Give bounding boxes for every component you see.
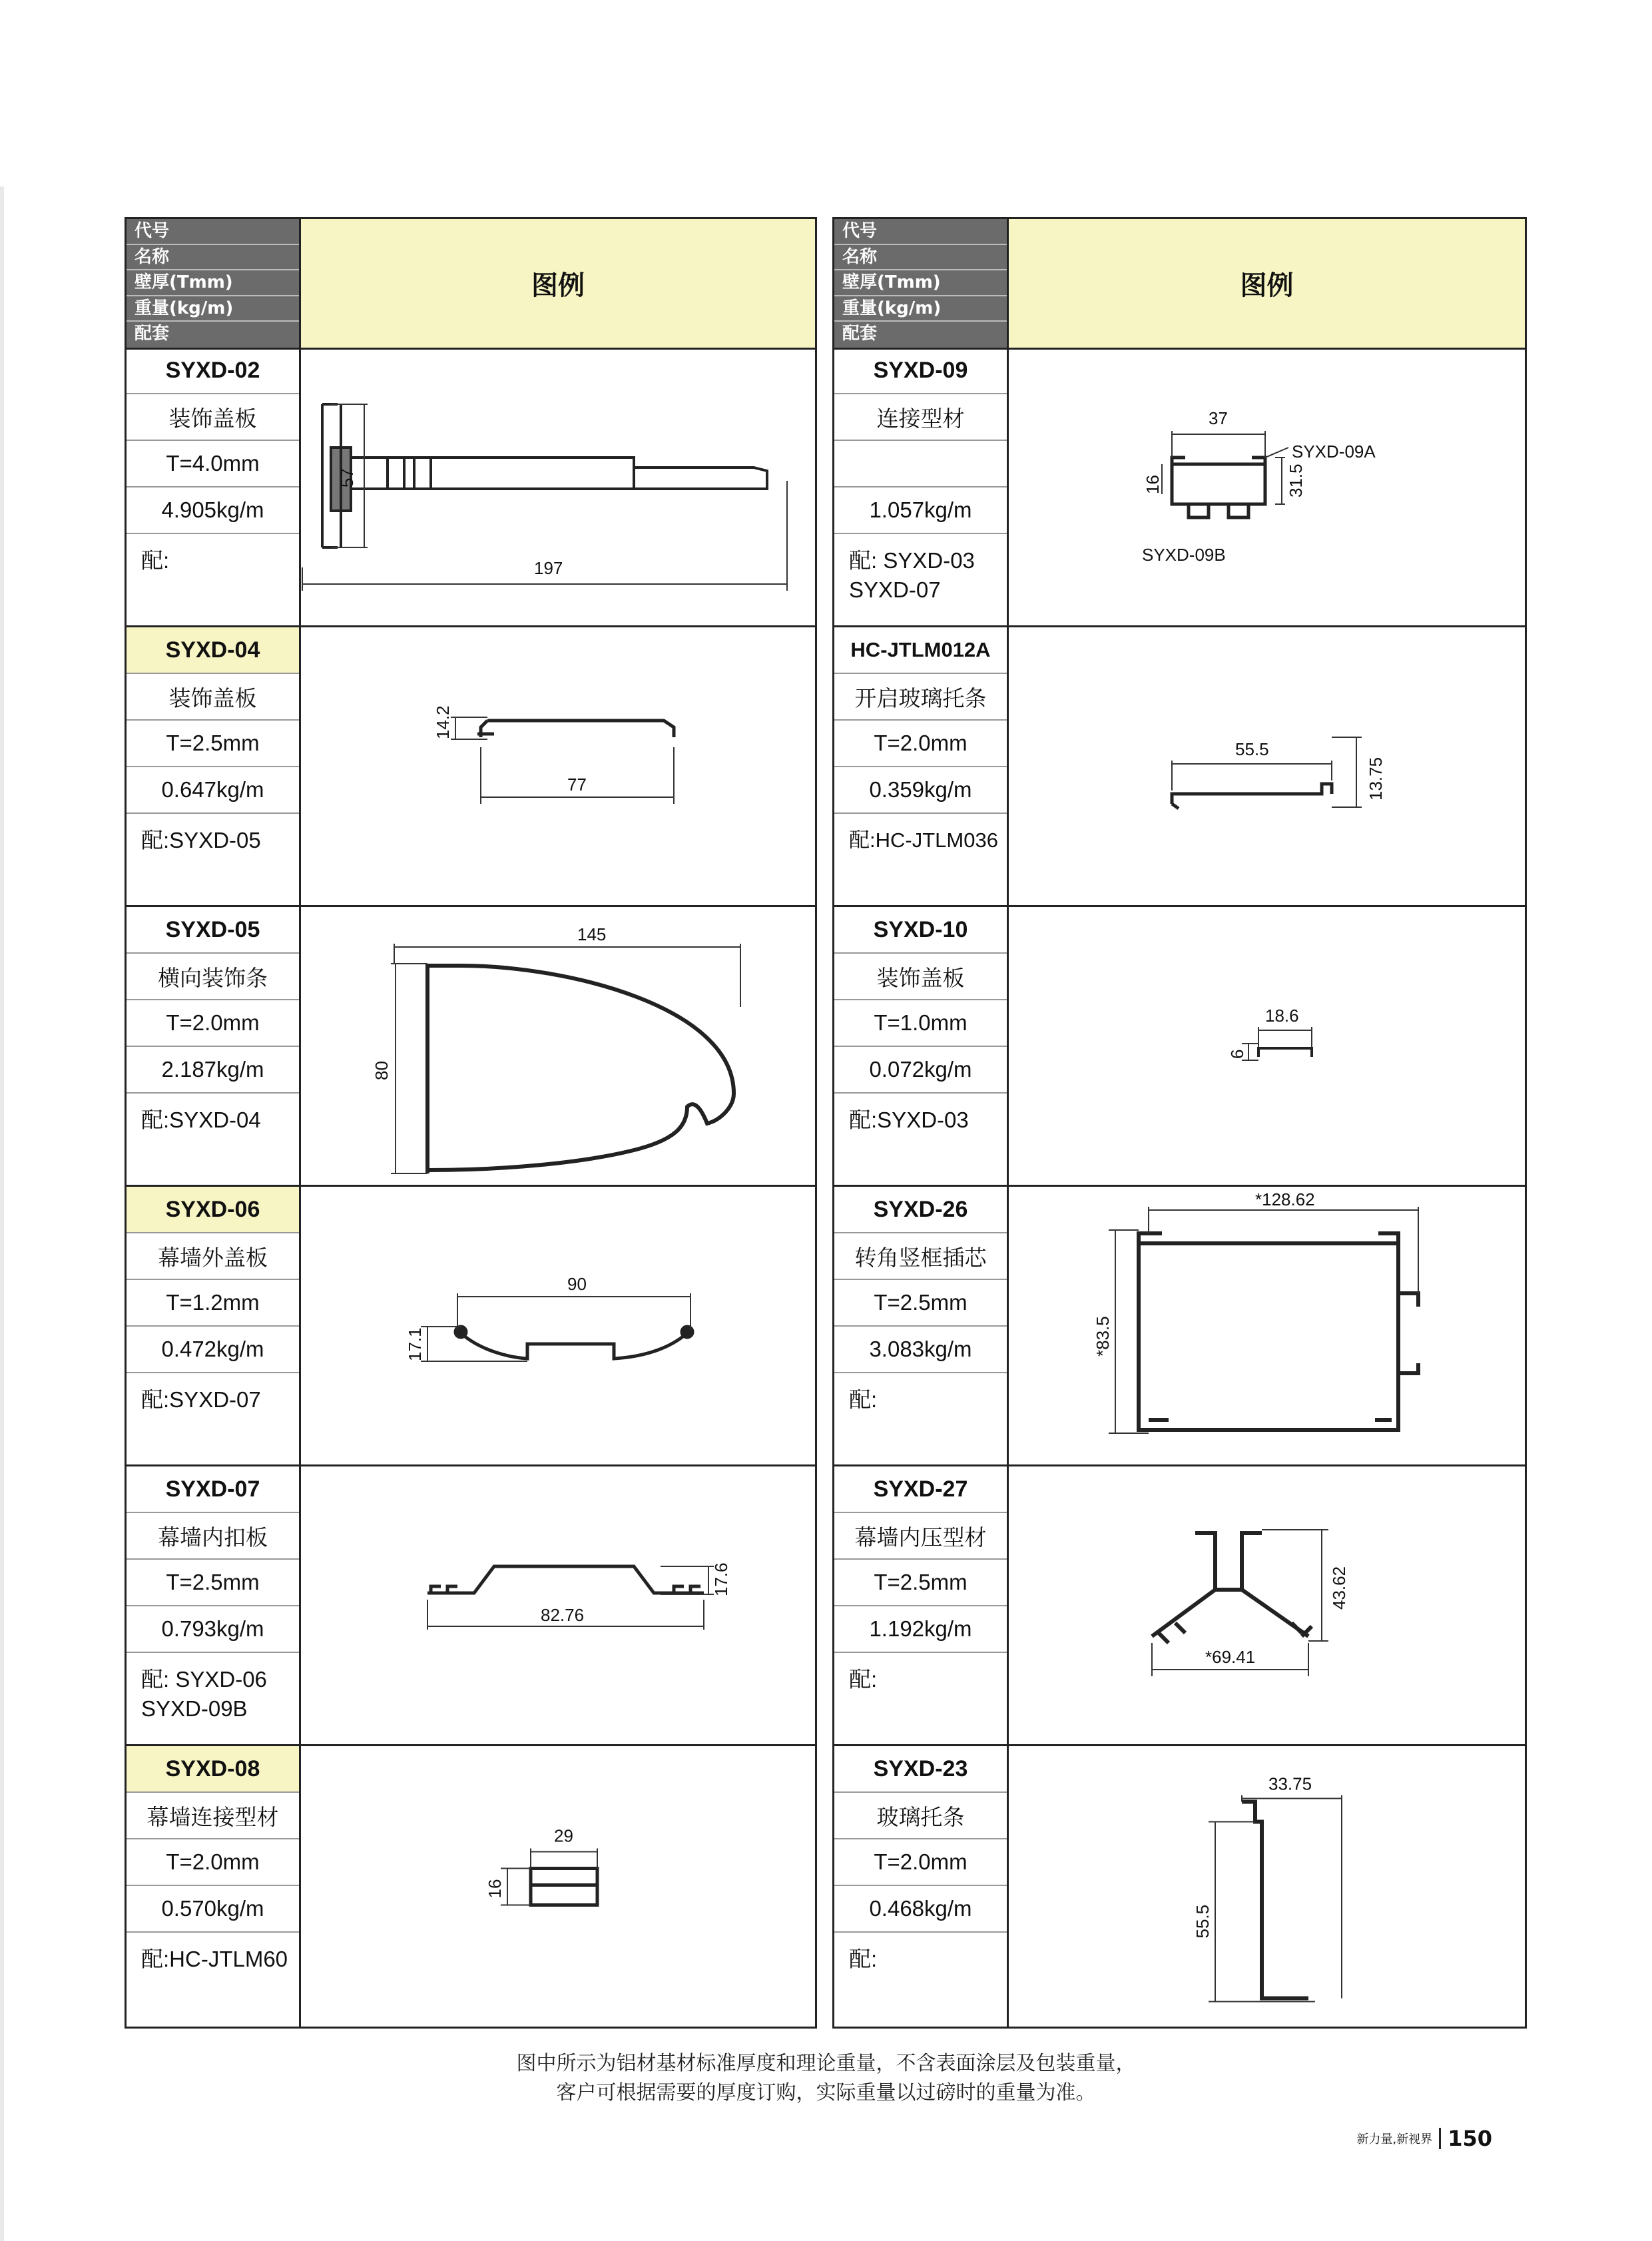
product-name: 幕墙外盖板 [127,1233,299,1280]
header-label-name: 名称 [127,245,299,271]
profile-drawing [1009,1187,1525,1464]
product-weight: 1.192kg/m [834,1606,1007,1653]
product-code: HC-JTLM012A [834,627,1007,674]
dim-width: 77 [567,775,587,795]
product-weight: 0.647kg/m [127,767,299,814]
dim-height-b: 31.5 [1286,464,1306,497]
page-footer [1356,2126,1492,2151]
product-match: 配:SYXD-05 [141,828,261,852]
product-thickness: T=2.5mm [127,721,299,767]
product-match: 配:HC-JTLM60 [141,1947,288,1971]
product-thickness: T=2.5mm [834,1560,1007,1606]
table-row [127,348,815,627]
table-row [834,907,1525,1187]
product-thickness: T=2.0mm [834,721,1007,767]
dim-width: 197 [534,558,563,578]
profile-drawing [301,1187,815,1464]
product-name: 幕墙内扣板 [127,1513,299,1560]
product-code: SYXD-10 [834,907,1007,954]
product-thickness [834,441,1007,487]
product-thickness: T=4.0mm [127,441,299,487]
profile-drawing [1009,907,1525,1185]
dim-height: 55.5 [1193,1904,1213,1939]
dim-width: 145 [577,924,607,944]
product-code: SYXD-04 [127,627,299,674]
table-row [834,1466,1525,1746]
product-weight: 0.472kg/m [127,1327,299,1373]
product-match: 配: SYXD-06 SYXD-09B [141,1667,267,1721]
product-thickness: T=2.5mm [834,1280,1007,1327]
product-weight: 0.359kg/m [834,767,1007,814]
table-row [127,907,815,1187]
product-thickness: T=1.0mm [834,1000,1007,1047]
product-thickness: T=1.2mm [127,1280,299,1327]
product-name: 幕墙连接型材 [127,1793,299,1839]
profile-drawing [1009,1746,1525,2029]
header-title: 图例 [301,219,815,348]
product-weight: 1.057kg/m [834,487,1007,534]
product-table-left [125,217,817,2029]
product-code: SYXD-26 [834,1187,1007,1233]
dim-height: 13.75 [1366,757,1386,800]
dim-width: 55.5 [1235,739,1269,759]
header-labels [127,219,301,348]
product-thickness: T=2.0mm [127,1000,299,1047]
product-code: SYXD-05 [127,907,299,954]
header-title: 图例 [1009,219,1525,348]
product-match: 配: [141,548,170,573]
label-part-a: SYXD-09A [1292,442,1376,462]
dim-height: 6 [1227,1049,1247,1059]
product-name: 横向装饰条 [127,954,299,1000]
dim-height-a: 16 [1143,475,1163,494]
header-label-match: 配套 [842,324,878,344]
product-code: SYXD-06 [127,1187,299,1233]
product-match: 配: SYXD-03 SYXD-07 [849,548,975,602]
dim-height: 16 [485,1879,505,1899]
product-thickness: T=2.0mm [127,1839,299,1886]
product-code: SYXD-08 [127,1746,299,1793]
profile-drawing [301,1746,815,2029]
header-label-match: 配套 [135,324,170,344]
product-name: 连接型材 [834,394,1007,441]
product-code: SYXD-23 [834,1746,1007,1793]
product-weight: 0.793kg/m [127,1606,299,1653]
header-label-thickness: 壁厚(Tmm) [834,270,1007,296]
product-match: 配: [849,1667,878,1692]
product-weight: 0.072kg/m [834,1047,1007,1094]
product-match: 配:HC-JTLM036 [849,828,998,852]
product-thickness: T=2.0mm [834,1839,1007,1886]
header-label-code: 代号 [834,219,1007,245]
product-weight: 4.905kg/m [127,487,299,534]
profile-drawing [301,907,815,1185]
dim-width: 37 [1209,408,1228,428]
header-labels [834,219,1009,348]
slogan: 新力量,新视界 [1356,2132,1433,2146]
product-code: SYXD-27 [834,1466,1007,1513]
label-part-b: SYXD-09B [1142,545,1226,565]
dim-width: *128.62 [1255,1189,1315,1209]
product-code: SYXD-09 [834,348,1007,394]
page-separator [1439,2128,1441,2149]
dim-width: 90 [567,1274,587,1294]
dim-width: 29 [554,1825,573,1846]
table-row [127,1466,815,1746]
page-number: 150 [1448,2126,1492,2151]
table-header [127,219,815,350]
dim-width: 18.6 [1265,1006,1299,1026]
product-name: 装饰盖板 [127,674,299,721]
table-row [127,1746,815,2029]
product-match: 配:SYXD-07 [141,1387,261,1412]
product-name: 装饰盖板 [834,954,1007,1000]
dim-width: 33.75 [1268,1773,1312,1794]
dim-height: 17.1 [405,1327,425,1361]
profile-drawing [1009,627,1525,905]
dim-height: 57 [337,468,357,487]
footnote-line-2: 客户可根据需要的厚度订购，实际重量以过磅时的重量为准。 [556,2081,1096,2104]
product-name: 玻璃托条 [834,1793,1007,1839]
header-label-weight: 重量(kg/m) [834,296,1007,322]
table-row [834,1746,1525,2029]
table-row [834,627,1525,907]
dim-height: *83.5 [1093,1316,1113,1357]
header-label-name: 名称 [834,245,1007,271]
profile-drawing [301,1466,815,1744]
product-name: 幕墙内压型材 [834,1513,1007,1560]
profile-drawing [301,627,815,905]
table-row [127,1187,815,1466]
footnote-line-1: 图中所示为铝材基材标准厚度和理论重量，不含表面涂层及包装重量， [516,2052,1136,2075]
product-code: SYXD-07 [127,1466,299,1513]
product-thickness: T=2.5mm [127,1560,299,1606]
header-label-weight: 重量(kg/m) [127,296,299,322]
profile-drawing [1009,348,1525,625]
dim-height: 17.6 [711,1562,731,1596]
dim-height: 43.62 [1329,1566,1349,1610]
product-match: 配:SYXD-04 [141,1108,261,1132]
product-match: 配: [849,1387,878,1412]
dim-width: *69.41 [1205,1647,1256,1667]
product-weight: 0.570kg/m [127,1886,299,1933]
product-code: SYXD-02 [127,348,299,394]
product-name: 开启玻璃托条 [834,674,1007,721]
profile-drawing [301,348,815,625]
dim-height: 14.2 [433,705,453,739]
table-row [127,627,815,907]
table-row [834,348,1525,627]
table-row [834,1187,1525,1466]
product-weight: 2.187kg/m [127,1047,299,1094]
dim-width: 82.76 [541,1605,585,1625]
product-name: 转角竖框插芯 [834,1233,1007,1280]
product-table-right [832,217,1527,2029]
product-match: 配: [849,1947,878,1971]
product-match: 配:SYXD-03 [849,1108,969,1132]
dim-height: 80 [372,1061,392,1080]
table-header [834,219,1525,350]
profile-drawing [1009,1466,1525,1744]
product-weight: 3.083kg/m [834,1327,1007,1373]
header-label-thickness: 壁厚(Tmm) [127,270,299,296]
page-edge-shadow [0,186,4,2241]
product-weight: 0.468kg/m [834,1886,1007,1933]
header-label-code: 代号 [127,219,299,245]
product-name: 装饰盖板 [127,394,299,441]
